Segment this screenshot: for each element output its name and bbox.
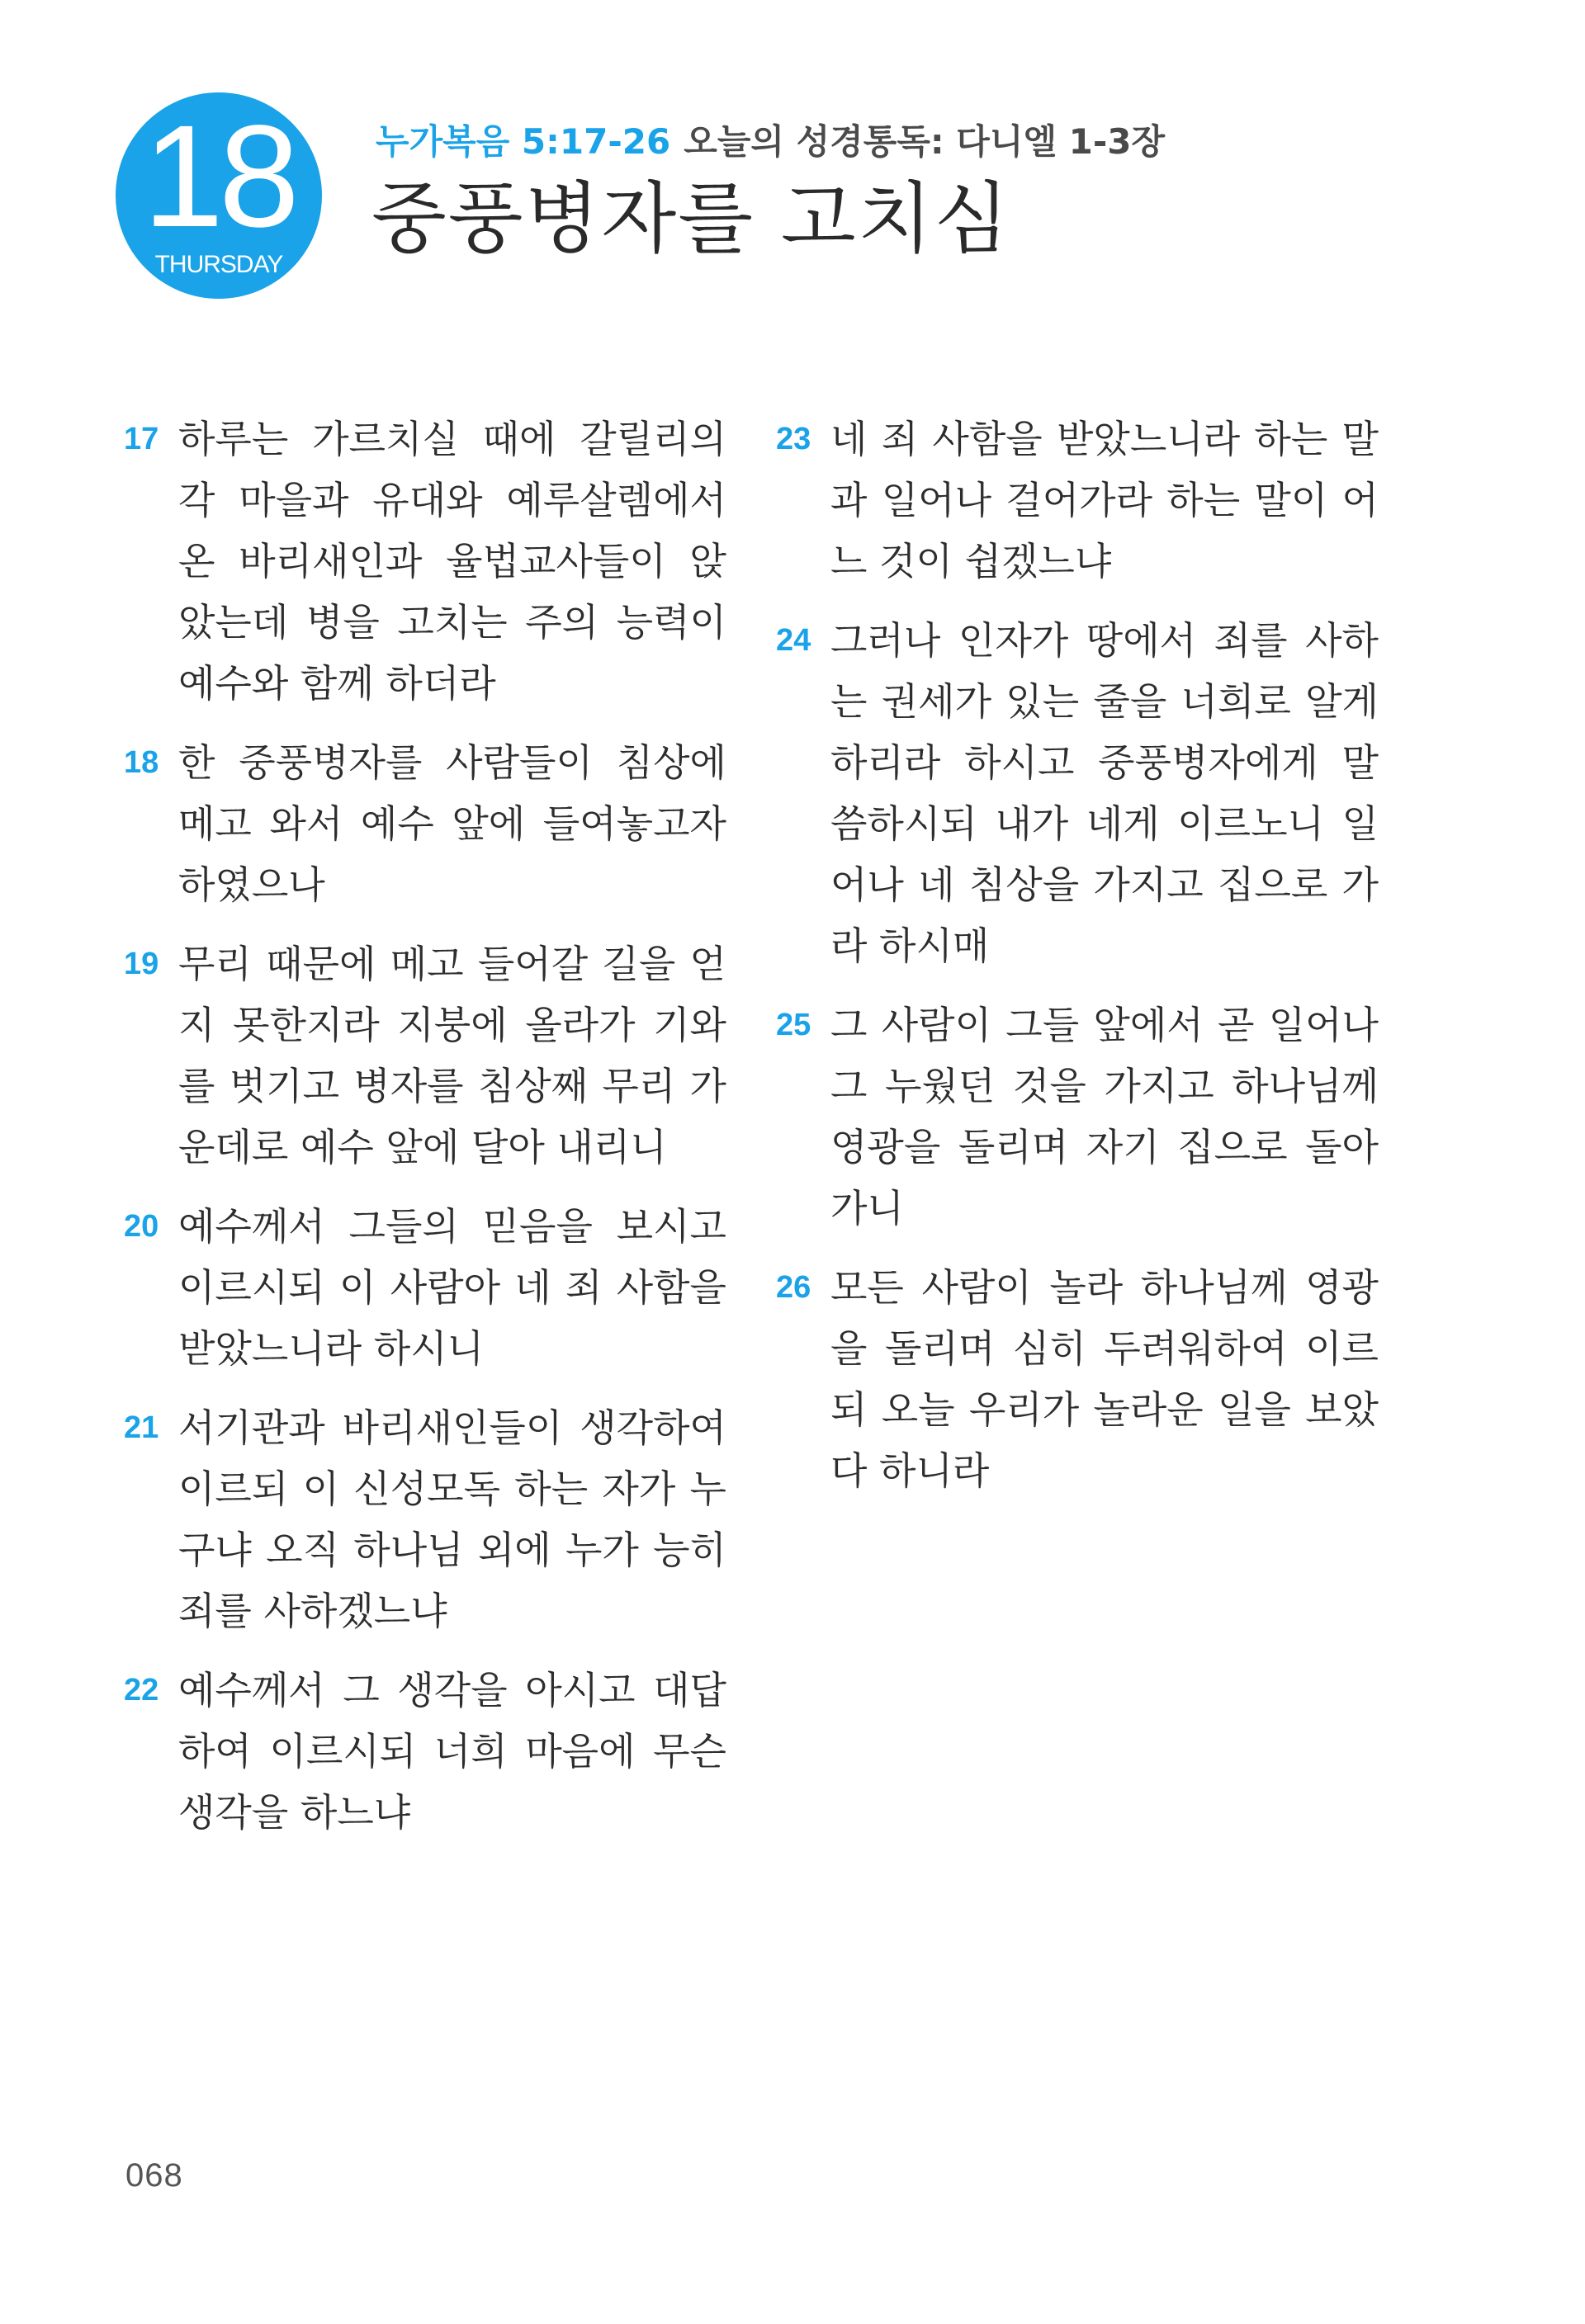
verse-number: 20 xyxy=(124,1209,159,1244)
verse-number: 21 xyxy=(124,1410,159,1445)
page-number: 068 xyxy=(125,2157,183,2194)
verse-text: 그 사람이 그들 앞에서 곧 일어나 그 누웠던 것을 가지고 하나님께 영광을 돌리며 자기 집으로 돌아가니 xyxy=(830,1003,1379,1230)
verse-text: 무리 때문에 메고 들어갈 길을 얻지 못한지라 지붕에 올라가 기와를 벗기고 병자를 침상째 무리 가운데로 예수 앞에 달아 내리니 xyxy=(178,942,726,1169)
day-badge xyxy=(116,92,322,299)
verse xyxy=(776,610,1379,976)
verse xyxy=(776,409,1379,592)
verse-text: 하루는 가르치실 때에 갈릴리의 각 마을과 유대와 예루살렘에서 온 바리새인과 율법교사들이 앉았는데 병을 고치는 주의 능력이 예수와 함께 하더라 xyxy=(178,417,726,706)
verse-text: 서기관과 바리새인들이 생각하여 이르되 이 신성모독 하는 자가 누구냐 오직 하나님 외에 누가 능히 죄를 사하겠느냐 xyxy=(178,1405,726,1633)
daily-reading: 오늘의 성경통독: 다니엘 1-3장 xyxy=(684,121,1166,162)
day-number: 18 xyxy=(143,96,295,257)
verse xyxy=(776,994,1379,1239)
verse-text: 한 중풍병자를 사람들이 침상에 메고 와서 예수 앞에 들여놓고자 하였으나 xyxy=(178,740,726,907)
reading-info xyxy=(376,120,1165,163)
verse-number: 24 xyxy=(776,623,811,658)
verse-number: 22 xyxy=(124,1673,159,1708)
verse-text: 예수께서 그들의 믿음을 보시고 이르시되 이 사람아 네 죄 사함을 받았느니라 하시니 xyxy=(178,1204,726,1371)
verse-text: 네 죄 사함을 받았느니라 하는 말과 일어나 걸어가라 하는 말이 어느 것이 쉽겠느냐 xyxy=(830,417,1379,583)
right-column xyxy=(776,409,1379,1519)
verse-number: 18 xyxy=(124,745,159,780)
verse-number: 23 xyxy=(776,422,811,456)
verse xyxy=(776,1257,1379,1501)
verse-text: 모든 사람이 놀라 하나님께 영광을 돌리며 심히 두려워하여 이르되 오늘 우리가 놀라운 일을 보았다 하니라 xyxy=(830,1265,1379,1493)
verse xyxy=(124,732,726,915)
verse-number: 17 xyxy=(124,422,159,456)
verse-text: 예수께서 그 생각을 아시고 대답하여 이르시되 너희 마음에 무슨 생각을 하느냐 xyxy=(178,1668,726,1835)
left-column xyxy=(124,409,726,1861)
verse xyxy=(124,933,726,1178)
day-name: THURSDAY xyxy=(154,251,283,278)
verse-number: 25 xyxy=(776,1008,811,1042)
verse xyxy=(124,409,726,714)
scripture-reference: 누가복음 5:17-26 xyxy=(376,121,671,162)
verse-number: 26 xyxy=(776,1270,811,1305)
verse xyxy=(124,1196,726,1379)
verse-number: 19 xyxy=(124,947,159,981)
verse xyxy=(124,1397,726,1641)
verse xyxy=(124,1660,726,1843)
verse-text: 그러나 인자가 땅에서 죄를 사하는 권세가 있는 줄을 너희로 알게 하리라 하시고 중풍병자에게 말씀하시되 내가 네게 이르노니 일어나 네 침상을 가지고 집으로 가라 하시매 xyxy=(830,618,1379,968)
page-title: 중풍병자를 고치심 xyxy=(371,174,1011,264)
